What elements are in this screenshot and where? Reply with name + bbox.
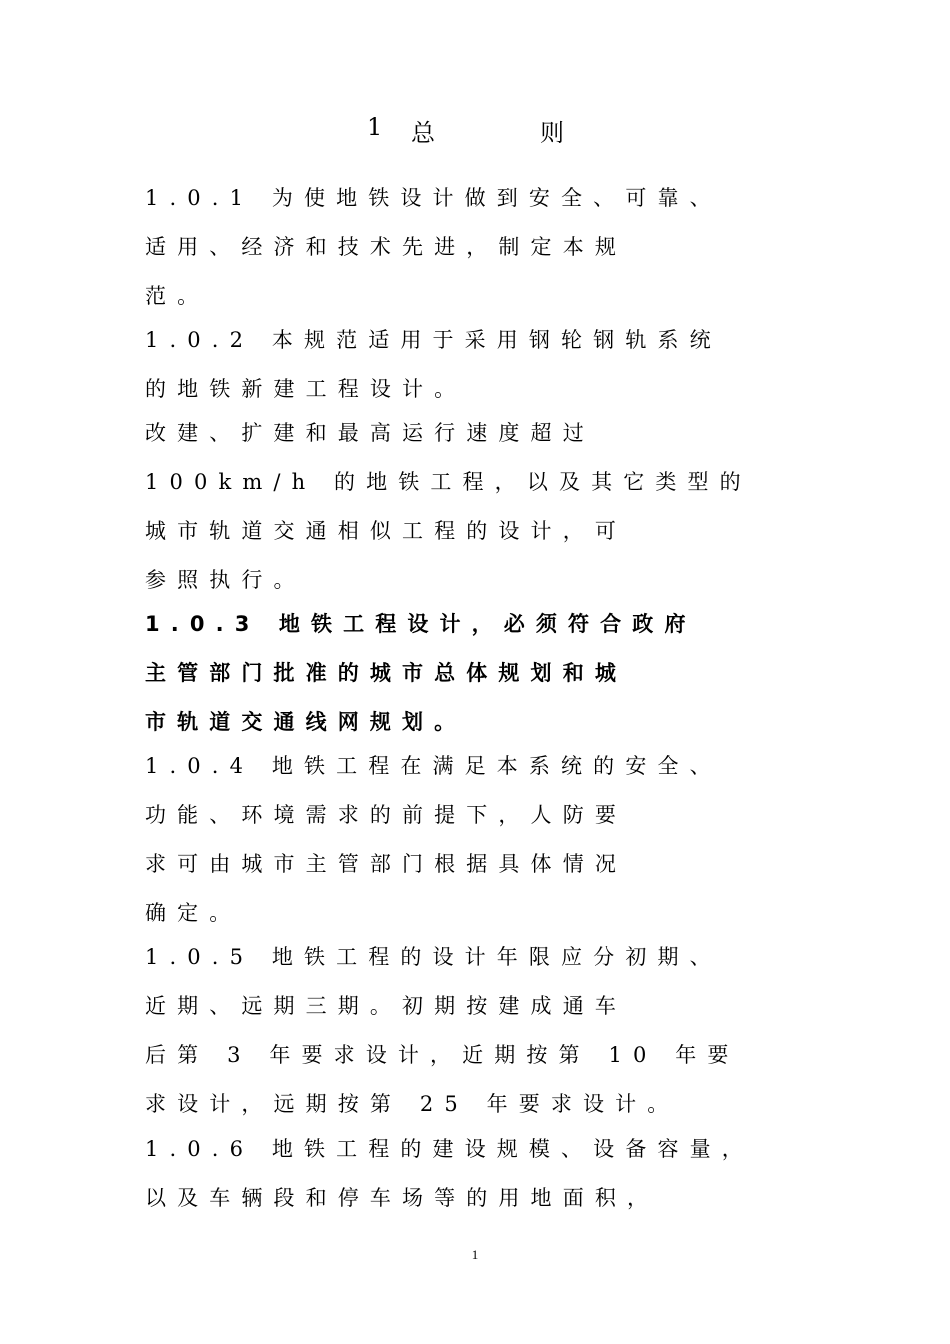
text-line: 城市轨道交通相似工程的设计，可 (145, 519, 627, 543)
text-line: 后第 3 年要求设计，近期按第 10 年要 (145, 1043, 740, 1067)
chapter-title-char-2: 则 (540, 119, 564, 147)
text-line: 以及车辆段和停车场等的用地面积， (145, 1186, 660, 1210)
text-line: 的地铁新建工程设计。 (145, 377, 467, 401)
page-number: 1 (471, 1247, 479, 1262)
text-line: 适用、经济和技术先进，制定本规 (145, 235, 627, 259)
text-line: 1.0.5 地铁工程的设计年限应分初期、 (145, 945, 722, 969)
text-line: 确定。 (145, 901, 242, 925)
text-line: 1.0.6 地铁工程的建设规模、设备容量， (145, 1137, 754, 1161)
chapter-number: 1 (367, 113, 383, 141)
text-line: 参照执行。 (145, 568, 306, 592)
text-line: 近期、远期三期。初期按建成通车 (145, 994, 627, 1018)
text-line: 求设计，远期按第 25 年要求设计。 (145, 1092, 680, 1116)
text-line: 范。 (145, 284, 210, 308)
text-line: 1.0.4 地铁工程在满足本系统的安全、 (145, 754, 722, 778)
text-line-bold: 1.0.3 地铁工程设计，必须符合政府 (145, 612, 697, 636)
text-line: 求可由城市主管部门根据具体情况 (145, 852, 627, 876)
text-line: 功能、环境需求的前提下，人防要 (145, 803, 627, 827)
text-line-bold: 主管部门批准的城市总体规划和城 (145, 661, 627, 685)
chapter-title-char-1: 总 (411, 119, 435, 147)
text-line: 1.0.2 本规范适用于采用钢轮钢轨系统 (145, 328, 722, 352)
text-line: 100km/h 的地铁工程，以及其它类型的 (145, 470, 752, 494)
text-line: 1.0.1 为使地铁设计做到安全、可靠、 (145, 186, 722, 210)
text-line-bold: 市轨道交通线网规划。 (145, 710, 467, 734)
text-line: 改建、扩建和最高运行速度超过 (145, 421, 595, 445)
